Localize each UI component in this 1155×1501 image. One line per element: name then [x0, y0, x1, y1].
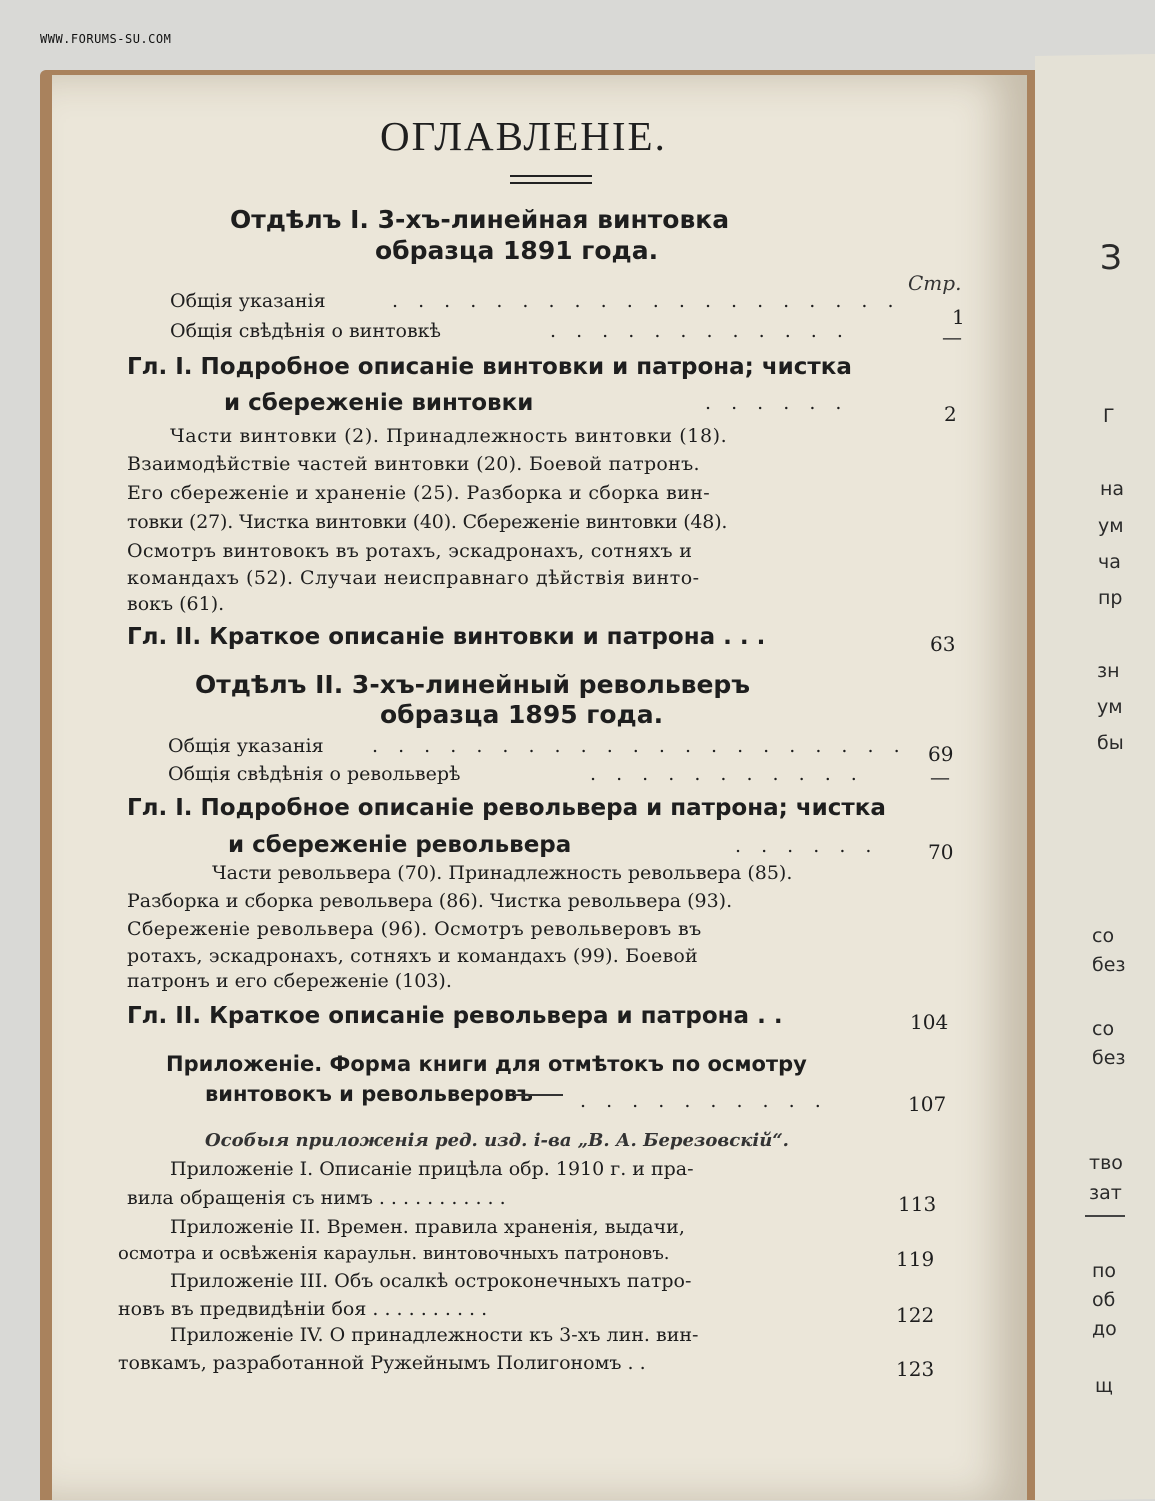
right-page-fragment: на [1100, 478, 1125, 500]
page-number: 113 [898, 1192, 937, 1216]
page-number: 123 [896, 1357, 935, 1381]
right-page [1035, 54, 1155, 1501]
toc-entry: Общія указанія [170, 290, 326, 312]
toc-entry: Общія указанія [168, 735, 324, 757]
right-page-fragment: зн [1097, 660, 1120, 682]
chapter-heading: и сбереженіе револьвера [228, 832, 572, 858]
toc-entry: Общія свѣдѣнія о винтовкѣ [170, 320, 441, 342]
chapter-heading: Гл. I. Подробное описаніе револьвера и патрона; чистка [127, 795, 886, 821]
title-divider [510, 175, 592, 184]
special-appendix-line: Приложеніе II. Времен. правила храненія, выдачи, [170, 1216, 685, 1238]
page-number: — [930, 765, 950, 789]
section-2-subheading: образца 1895 года. [380, 700, 664, 729]
chapter-heading: Гл. I. Подробное описаніе винтовки и патрона; чистка [127, 354, 852, 380]
chapter-description-line: Части винтовки (2). Принадлежность винтовки (18). [170, 425, 728, 447]
appendix-heading: винтовокъ и револьверовъ [205, 1082, 533, 1106]
chapter-description-line: Взаимодѣйствіе частей винтовки (20). Боевой патронъ. [127, 453, 700, 475]
leader-dots: . . . . . . [735, 835, 879, 857]
right-page-fragment: З [1100, 238, 1122, 278]
chapter-description-line: патронъ и его сбереженіе (103). [127, 970, 452, 992]
right-page-fragment: тво [1089, 1152, 1123, 1174]
chapter-description-line: вокъ (61). [127, 593, 225, 615]
watermark-text: WWW.FORUMS-SU.COM [40, 32, 172, 46]
chapter-description-line: Сбереженіе револьвера (96). Осмотръ револьверовъ въ [127, 918, 702, 940]
page-column-label: Стр. [908, 271, 962, 295]
toc-entry: Общія свѣдѣнія о револьверѣ [168, 763, 461, 785]
right-page-fragment: по [1092, 1260, 1117, 1282]
appendix-rule [515, 1094, 563, 1096]
page-number: 122 [896, 1303, 935, 1327]
page-number: 63 [930, 632, 956, 656]
special-appendix-line: Приложеніе IV. О принадлежности къ 3-хъ лин. вин- [170, 1324, 699, 1346]
right-page-fragment: Г [1103, 405, 1115, 427]
leader-dots: . . . . . . . . . . . . . . . . . . . . [392, 290, 901, 312]
right-page-fragment: пр [1098, 587, 1123, 609]
page-number: 70 [928, 840, 954, 864]
chapter-description-line: Его сбереженіе и храненіе (25). Разборка и сборка вин- [127, 482, 711, 504]
leader-dots: . . . . . . . . . . . . . . . . . . . . . [372, 735, 907, 757]
chapter-description-line: Части револьвера (70). Принадлежность револьвера (85). [212, 862, 793, 884]
chapter-description-line: Осмотръ винтовокъ въ ротахъ, эскадронахъ, сотняхъ и [127, 540, 693, 562]
right-page-fragment: до [1092, 1318, 1117, 1340]
special-appendix-line: Приложеніе III. Объ осалкѣ остроконечныхъ патро- [170, 1270, 692, 1292]
appendix-heading: Приложеніе. Форма книги для отмѣтокъ по осмотру [166, 1052, 807, 1076]
section-1-subheading: образца 1891 года. [375, 236, 659, 265]
right-page-fragment: ум [1097, 696, 1123, 718]
page-number: — [942, 325, 962, 349]
page-number: 107 [908, 1092, 947, 1116]
right-page-fragment: зат [1089, 1182, 1122, 1204]
right-page-fragment: бы [1097, 732, 1124, 754]
right-page-fragment: без [1092, 954, 1126, 976]
page-title: ОГЛАВЛЕНІЕ. [380, 113, 667, 159]
page-number: 104 [910, 1010, 949, 1034]
right-page-fragment: со [1092, 925, 1115, 947]
special-appendix-line: осмотра и освѣженія караульн. винтовочныхъ патроновъ. [118, 1243, 670, 1264]
chapter-description-line: командахъ (52). Случаи неисправнаго дѣйствія винто- [127, 567, 700, 589]
special-appendix-header: Особыя приложенія ред. изд. і-ва „В. А. Березовскій“. [205, 1130, 789, 1151]
leader-dots: . . . . . . . . . . . [590, 763, 864, 785]
page-number: 119 [896, 1247, 935, 1271]
right-page-fragment: без [1092, 1047, 1126, 1069]
right-page-fragment: об [1092, 1289, 1116, 1311]
page-number: 69 [928, 742, 954, 766]
leader-dots: . . . . . . . . . . [580, 1090, 828, 1112]
special-appendix-line: товкамъ, разработанной Ружейнымъ Полигономъ . . [118, 1352, 646, 1374]
chapter-heading: и сбереженіе винтовки [224, 390, 534, 416]
section-2-heading: Отдѣлъ II. 3-хъ-линейный револьверъ [195, 670, 751, 699]
leader-dots: . . . . . . [705, 392, 849, 414]
page-number: 1 [952, 305, 965, 329]
chapter-description-line: товки (27). Чистка винтовки (40). Сбереженіе винтовки (48). [127, 511, 728, 533]
chapter-heading: Гл. II. Краткое описаніе винтовки и патрона . . . [127, 624, 766, 650]
right-page-rule [1085, 1215, 1125, 1217]
special-appendix-line: вила обращенія съ нимъ . . . . . . . . . . . [127, 1187, 506, 1209]
leader-dots: . . . . . . . . . . . . [550, 320, 850, 342]
chapter-description-line: Разборка и сборка револьвера (86). Чистка револьвера (93). [127, 890, 733, 912]
page-number: 2 [944, 402, 957, 426]
right-page-fragment: ум [1098, 515, 1124, 537]
special-appendix-line: новъ въ предвидѣніи боя . . . . . . . . . . [118, 1298, 488, 1320]
right-page-fragment: щ [1095, 1375, 1113, 1397]
section-1-heading: Отдѣлъ I. 3-хъ-линейная винтовка [230, 205, 730, 234]
right-page-fragment: ча [1098, 551, 1121, 573]
right-page-fragment: со [1092, 1018, 1115, 1040]
chapter-description-line: ротахъ, эскадронахъ, сотняхъ и командахъ (99). Боевой [127, 945, 698, 967]
chapter-heading: Гл. II. Краткое описаніе револьвера и патрона . . [127, 1003, 783, 1029]
special-appendix-line: Приложеніе I. Описаніе прицѣла обр. 1910 г. и пра- [170, 1158, 694, 1180]
